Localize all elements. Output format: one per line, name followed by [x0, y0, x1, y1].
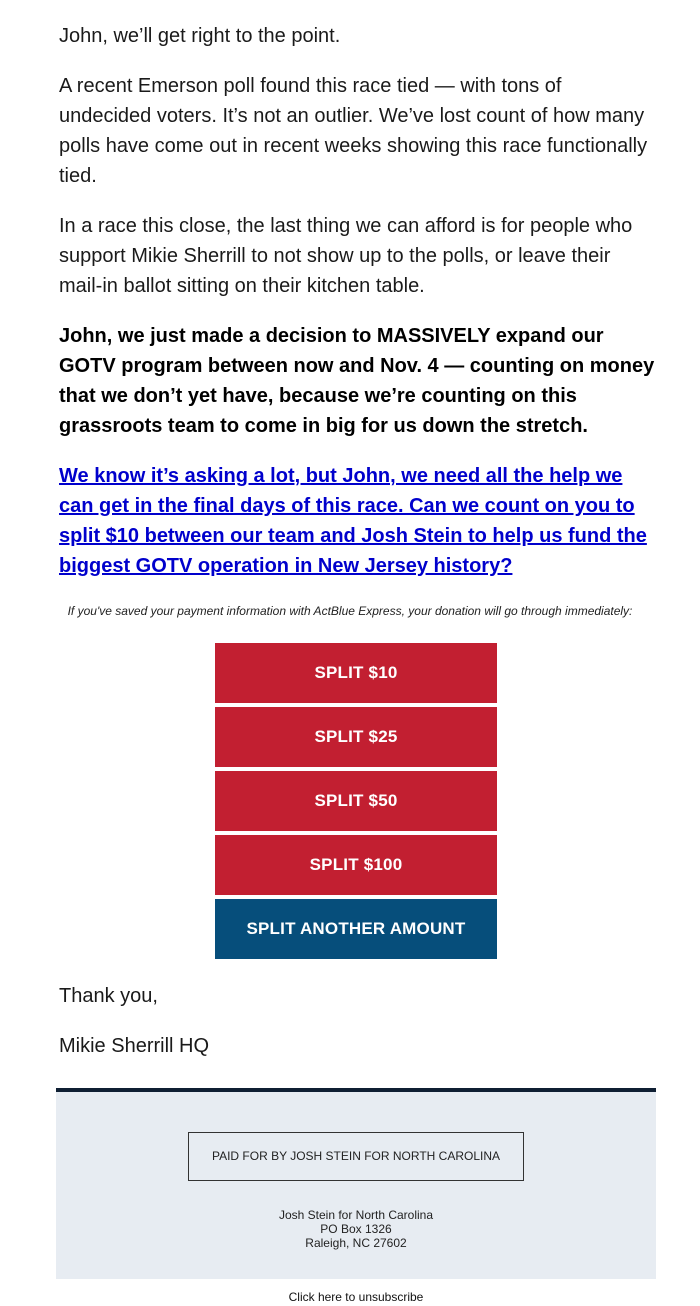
split-50-button[interactable]: SPLIT $50: [215, 771, 497, 831]
greeting-paragraph: John, we’ll get right to the point.: [59, 25, 341, 47]
split-10-button[interactable]: SPLIT $10: [215, 643, 497, 703]
thanks-line: Thank you,: [59, 985, 158, 1007]
unsubscribe-link[interactable]: Click here to unsubscribe: [288, 1290, 424, 1304]
donate-ask-link[interactable]: We know it’s asking a lot, but John, we need all the help we can get in the final days of this race. Can we count on you to split $10 between our team and Josh Stein to help us fund the biggest GOTV operation in New Jersey history?: [59, 465, 647, 577]
address-city: Raleigh, NC 27602: [305, 1236, 407, 1250]
split-another-amount-button[interactable]: SPLIT ANOTHER AMOUNT: [215, 899, 497, 959]
paid-for-disclaimer: PAID FOR BY JOSH STEIN FOR NORTH CAROLINA: [188, 1132, 524, 1181]
mailing-address: [56, 1208, 656, 1250]
signature: Mikie Sherrill HQ: [59, 1035, 210, 1057]
split-25-button[interactable]: SPLIT $25: [215, 707, 497, 767]
address-name: Josh Stein for North Carolina: [278, 1208, 434, 1222]
actblue-express-note: If you've saved your payment information with ActBlue Express, your donation will go through immediately:: [67, 604, 633, 618]
donate-button-group: [215, 643, 497, 963]
split-100-button[interactable]: SPLIT $100: [215, 835, 497, 895]
footer: [56, 1088, 656, 1279]
gotv-decision-paragraph: John, we just made a decision to MASSIVELY expand our GOTV program between now and Nov. 4 — counting on money that we don’t yet have, because we’re counting on this grassroots team to come in big for us down the stretch.: [59, 325, 655, 437]
close-race-paragraph: In a race this close, the last thing we can afford is for people who support Mikie Sherrill to not show up to the polls, or leave their mail-in ballot sitting on their kitchen table.: [59, 215, 633, 297]
ask-paragraph: [59, 461, 659, 581]
address-po-box: PO Box 1326: [320, 1222, 392, 1236]
poll-paragraph: A recent Emerson poll found this race tied — with tons of undecided voters. It’s not an outlier. We’ve lost count of how many polls have come out in recent weeks showing this race functionally tied.: [59, 75, 648, 187]
